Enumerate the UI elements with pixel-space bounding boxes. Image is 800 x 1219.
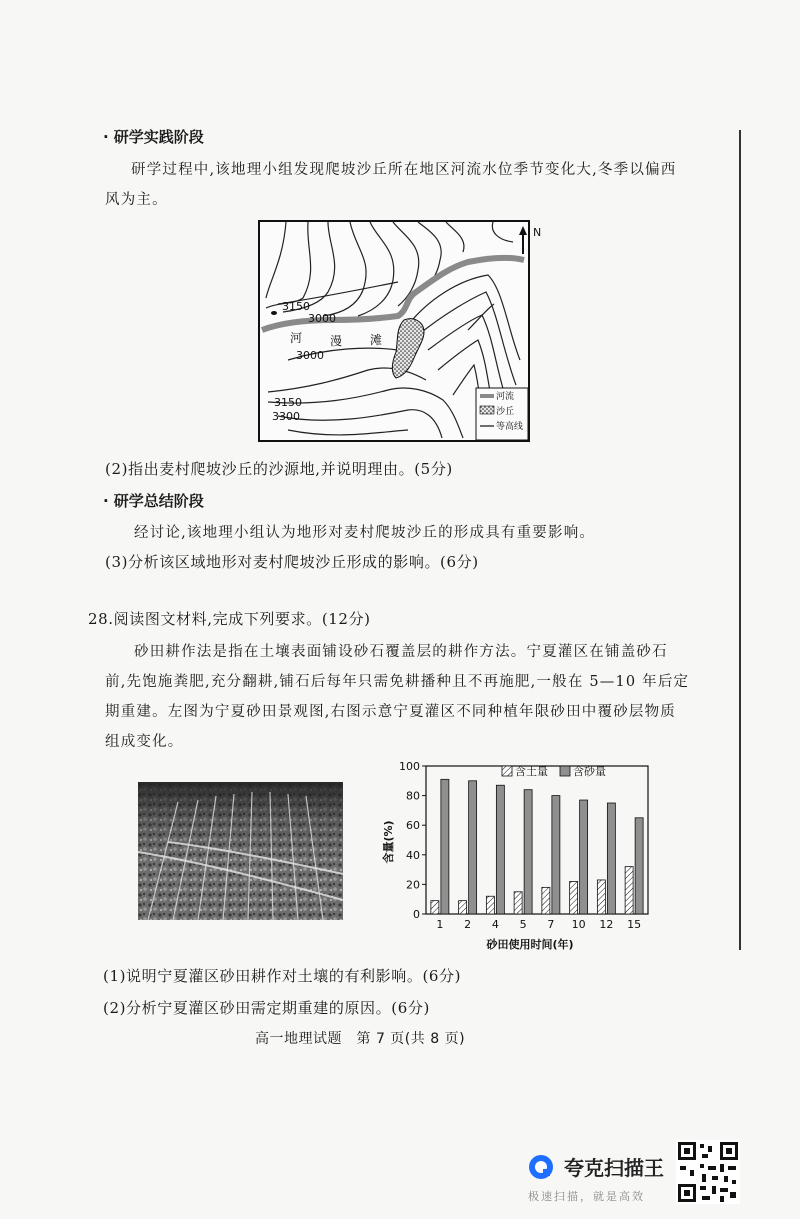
x-tick-label: 5 <box>519 918 527 931</box>
sand-soil-bar-chart <box>380 756 660 956</box>
y-tick-label: 40 <box>406 848 420 862</box>
x-tick-label: 12 <box>599 918 614 931</box>
practice-text-line2: 风为主。 <box>105 192 168 208</box>
chart-ylabel: 含量(%) <box>382 820 395 864</box>
x-tick-label: 15 <box>627 918 642 931</box>
quark-logo-icon <box>528 1154 554 1180</box>
legend-soil-label: 含土量 <box>515 765 548 778</box>
section-summary-heading <box>103 490 204 511</box>
bar-soil-12 <box>597 880 605 914</box>
bar-soil-1 <box>431 901 439 914</box>
x-tick-label: 7 <box>547 918 555 931</box>
floodplain-char-2: 漫 <box>330 334 343 348</box>
bar-sand-10 <box>580 800 588 914</box>
bar-sand-12 <box>607 803 615 914</box>
q28-material-line3: 期重建。左图为宁夏砂田景观图,右图示意宁夏灌区不同种植年限砂田中覆砂层物质 <box>105 704 677 720</box>
qr-code-icon <box>676 1140 740 1204</box>
floodplain-char-3: 滩 <box>370 333 383 347</box>
practice-text-line1: 研学过程中,该地理小组发现爬坡沙丘所在地区河流水位季节变化大,冬季以偏西 <box>131 162 677 178</box>
legend-sand-label: 含砂量 <box>573 765 606 778</box>
chart-bars <box>431 779 643 914</box>
contour-label-3000-top: 3000 <box>308 312 336 325</box>
north-label: N <box>533 226 542 239</box>
bullet-dot: · <box>103 492 109 510</box>
question-28-1: (1)说明宁夏灌区砂田耕作对土壤的有利影响。(6分) <box>103 967 462 985</box>
contour-label-3150-top: 3150 <box>282 300 310 313</box>
y-tick-label: 0 <box>413 908 420 921</box>
bar-soil-2 <box>459 901 467 914</box>
y-tick-label: 60 <box>406 819 420 833</box>
x-tick-label: 4 <box>491 918 499 931</box>
summary-text: 经讨论,该地理小组认为地形对麦村爬坡沙丘的形成具有重要影响。 <box>134 525 596 541</box>
y-tick-label: 100 <box>399 760 420 773</box>
legend-dune-swatch <box>480 406 494 414</box>
legend-sand-swatch <box>560 766 570 776</box>
legend-contour-label: 等高线 <box>496 422 524 432</box>
x-tick-label: 1 <box>436 918 444 931</box>
bar-sand-15 <box>635 818 643 914</box>
bar-sand-5 <box>524 790 532 914</box>
section-title: 研学实践阶段 <box>113 128 204 146</box>
north-arrow <box>519 226 541 254</box>
bar-soil-4 <box>486 896 494 914</box>
scanner-watermark <box>528 1152 664 1181</box>
legend-dune-label: 沙丘 <box>496 407 515 417</box>
bar-soil-10 <box>570 881 578 914</box>
sand-field-photo <box>138 782 343 920</box>
bar-sand-4 <box>496 785 504 914</box>
bar-sand-2 <box>469 781 477 914</box>
q28-material-line1: 砂田耕作法是指在土壤表面铺设砂石覆盖层的耕作方法。宁夏灌区在铺盖砂石 <box>134 644 668 660</box>
floodplain-char-1: 河 <box>290 331 303 345</box>
contour-label-3150-low: 3150 <box>274 396 302 409</box>
section-title: 研学总结阶段 <box>113 492 204 510</box>
bar-soil-7 <box>542 887 550 914</box>
q28-material-line4: 组成变化。 <box>105 734 184 750</box>
question-28-2: (2)分析宁夏灌区砂田需定期重建的原因。(6分) <box>103 999 430 1017</box>
section-practice-heading <box>103 126 204 147</box>
x-tick-label: 10 <box>571 918 586 931</box>
contour-map <box>258 220 542 442</box>
scanner-slogan: 极速扫描，就是高效 <box>528 1190 645 1203</box>
q28-material-line2: 前,先饱施粪肥,充分翻耕,铺石后每年只需免耕播种且不再施肥,一般在 5—10 年后定 <box>105 674 690 690</box>
scanner-brand: 夸克扫描王 <box>564 1156 664 1180</box>
binding-line <box>739 130 741 950</box>
bullet-dot: · <box>103 128 109 146</box>
chart-xlabel: 砂田使用时间(年) <box>486 938 574 951</box>
page-footer: 高一地理试题 第 7 页(共 8 页) <box>255 1031 466 1047</box>
question-28-heading: 28.阅读图文材料,完成下列要求。(12分) <box>88 610 371 628</box>
question-27-2: (2)指出麦村爬坡沙丘的沙源地,并说明理由。(5分) <box>105 460 453 478</box>
bar-sand-7 <box>552 796 560 914</box>
bar-sand-1 <box>441 779 449 914</box>
x-tick-label: 2 <box>464 918 472 931</box>
map-legend <box>476 388 528 440</box>
contour-label-3300-low: 3300 <box>272 410 300 423</box>
y-tick-label: 20 <box>406 878 420 892</box>
island-blob <box>271 311 277 315</box>
bar-soil-15 <box>625 867 633 914</box>
bar-soil-5 <box>514 892 522 914</box>
legend-river-label: 河流 <box>496 392 515 402</box>
y-tick-label: 80 <box>406 789 420 803</box>
legend-soil-swatch <box>502 766 512 776</box>
contour-label-3000-mid: 3000 <box>296 349 324 362</box>
question-27-3: (3)分析该区域地形对麦村爬坡沙丘形成的影响。(6分) <box>105 553 479 571</box>
